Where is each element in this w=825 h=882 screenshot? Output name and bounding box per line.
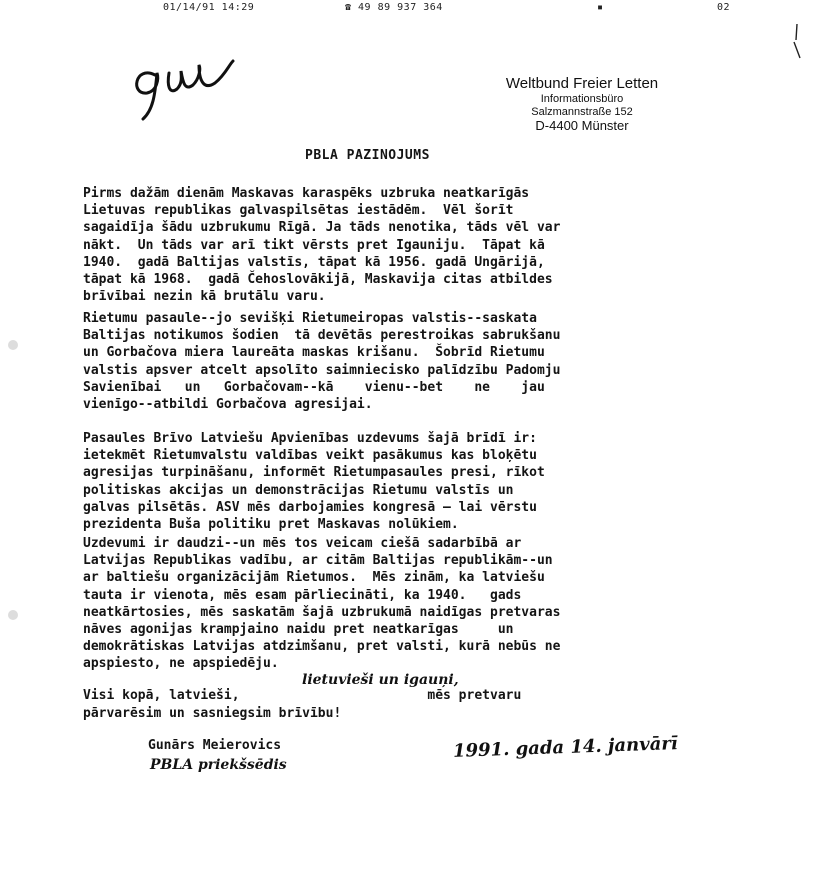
text-line: valstis apsver atcelt apsolīto saimniecisko palīdzību Padomju (83, 362, 561, 378)
punch-hole-icon (8, 340, 18, 350)
letterhead-street: Salzmannstraße 152 (531, 106, 633, 118)
text-line: neatkārtosies, mēs saskatām šajā uzbrukumā naidīgas pretvaras (83, 604, 561, 620)
text-line: tāpat kā 1968. gadā Čehoslovākijā, Maskavija citas atbildes (83, 272, 553, 288)
text-line: ar baltiešu organizācijām Rietumos. Mēs zinām, ka latviešu (83, 570, 545, 586)
letterhead-org: Weltbund Freier Letten (505, 75, 659, 92)
text-line: Pasaules Brīvo Latviešu Apvienības uzdevums šajā brīdī ir: (83, 431, 537, 446)
paragraph-2 (83, 310, 683, 413)
handwritten-date: 1991. gada 14. janvārī (452, 733, 678, 762)
text-line: Rietumu pasaule--jo sevišķi Rietumeiropas valstis--saskata (83, 311, 537, 326)
document-title: PBLA PAZINOJUMS (305, 148, 430, 163)
text-line: Baltijas notikumos šodien tā devētās perestroikas sabrukšanu (83, 328, 561, 344)
text-line: apspiesto, ne apspiedēju. (83, 656, 279, 672)
closing-text (83, 687, 521, 723)
paragraph-4 (83, 535, 683, 673)
text-line: Uzdevumi ir daudzi--un mēs tos veicam ciešā sadarbībā ar (83, 536, 522, 551)
handwritten-initials-icon (125, 55, 245, 125)
text-line: agresijas turpināšanu, informēt Rietumpasaules presi, rīkot (83, 465, 545, 481)
text-line: vienīgo--atbildi Gorbačova agresijai. (83, 397, 373, 413)
signer-role: PBLA priekšsēdis (150, 757, 287, 773)
letterhead-dept: Informationsbüro (540, 93, 624, 105)
text-line: sagaidīja šādu uzbrukumu Rīgā. Ja tāds nenotika, tāds vēl var (83, 220, 561, 236)
text-line: brīvībai nezin kā brutālu varu. (83, 289, 326, 305)
text-line: demokrātiskas Latvijas atdzimšanu, pret valsti, kurā nebūs ne (83, 639, 561, 655)
fax-mark: ▪ (597, 2, 604, 13)
text-line: Savienībai un Gorbačovam--kā vienu--bet ne jau (83, 379, 545, 395)
fax-datetime: 01/14/91 14:29 (163, 2, 255, 13)
text-line: Pirms dažām dienām Maskavas karaspēks uzbruka neatkarīgās (83, 186, 530, 201)
paragraph-1 (83, 185, 683, 305)
fax-number: ☎ 49 89 937 364 (345, 2, 443, 13)
text-line: nākt. Un tāds var arī tikt vērsts pret Igauniju. Tāpat kā (83, 237, 545, 253)
text-line: 1940. gadā Baltijas valstīs, tāpat kā 1956. gadā Ungārijā, (83, 254, 545, 270)
text-line: pārvarēsim un sasniegsim brīvību! (83, 706, 342, 721)
text-line: politiskas akcijas un demonstrācijas Rietumu valstīs un (83, 482, 514, 498)
letterhead-city: D-4400 Münster (535, 118, 629, 133)
punch-hole-icon (8, 610, 18, 620)
signer-name: Gunārs Meierovics (148, 738, 282, 753)
text-line: tauta ir vienota, mēs esam pārliecināti, ka 1940. gads (83, 587, 522, 603)
text-line: prezidenta Buša politiku pret Maskavas nolūkiem. (83, 517, 459, 533)
text-line: Visi kopā, latvieši, mēs pretvaru (83, 688, 522, 703)
handwritten-insert: lietuvieši un igauņi, (302, 672, 459, 688)
text-line: ietekmēt Rietumvalstu valdības veikt pasākumus kas bloķētu (83, 448, 537, 464)
fax-page-number: 02 (717, 2, 731, 13)
text-line: nāves agonijas krampjaino naidu pret neatkarīgas un (83, 622, 514, 638)
text-line: galvas pilsētās. ASV mēs darbojamies kongresā — lai vērstu (83, 499, 537, 515)
text-line: Latvijas Republikas vadību, ar citām Baltijas republikām--un (83, 553, 553, 569)
paragraph-3 (83, 430, 683, 533)
text-line: Lietuvas republikas galvaspilsētas iestādēm. Vēl šorīt (83, 203, 514, 219)
letterhead (482, 75, 682, 132)
pen-mark-icon (790, 22, 804, 62)
text-line: un Gorbačova miera laureāta maskas krišanu. Šobrīd Rietumu (83, 345, 545, 361)
